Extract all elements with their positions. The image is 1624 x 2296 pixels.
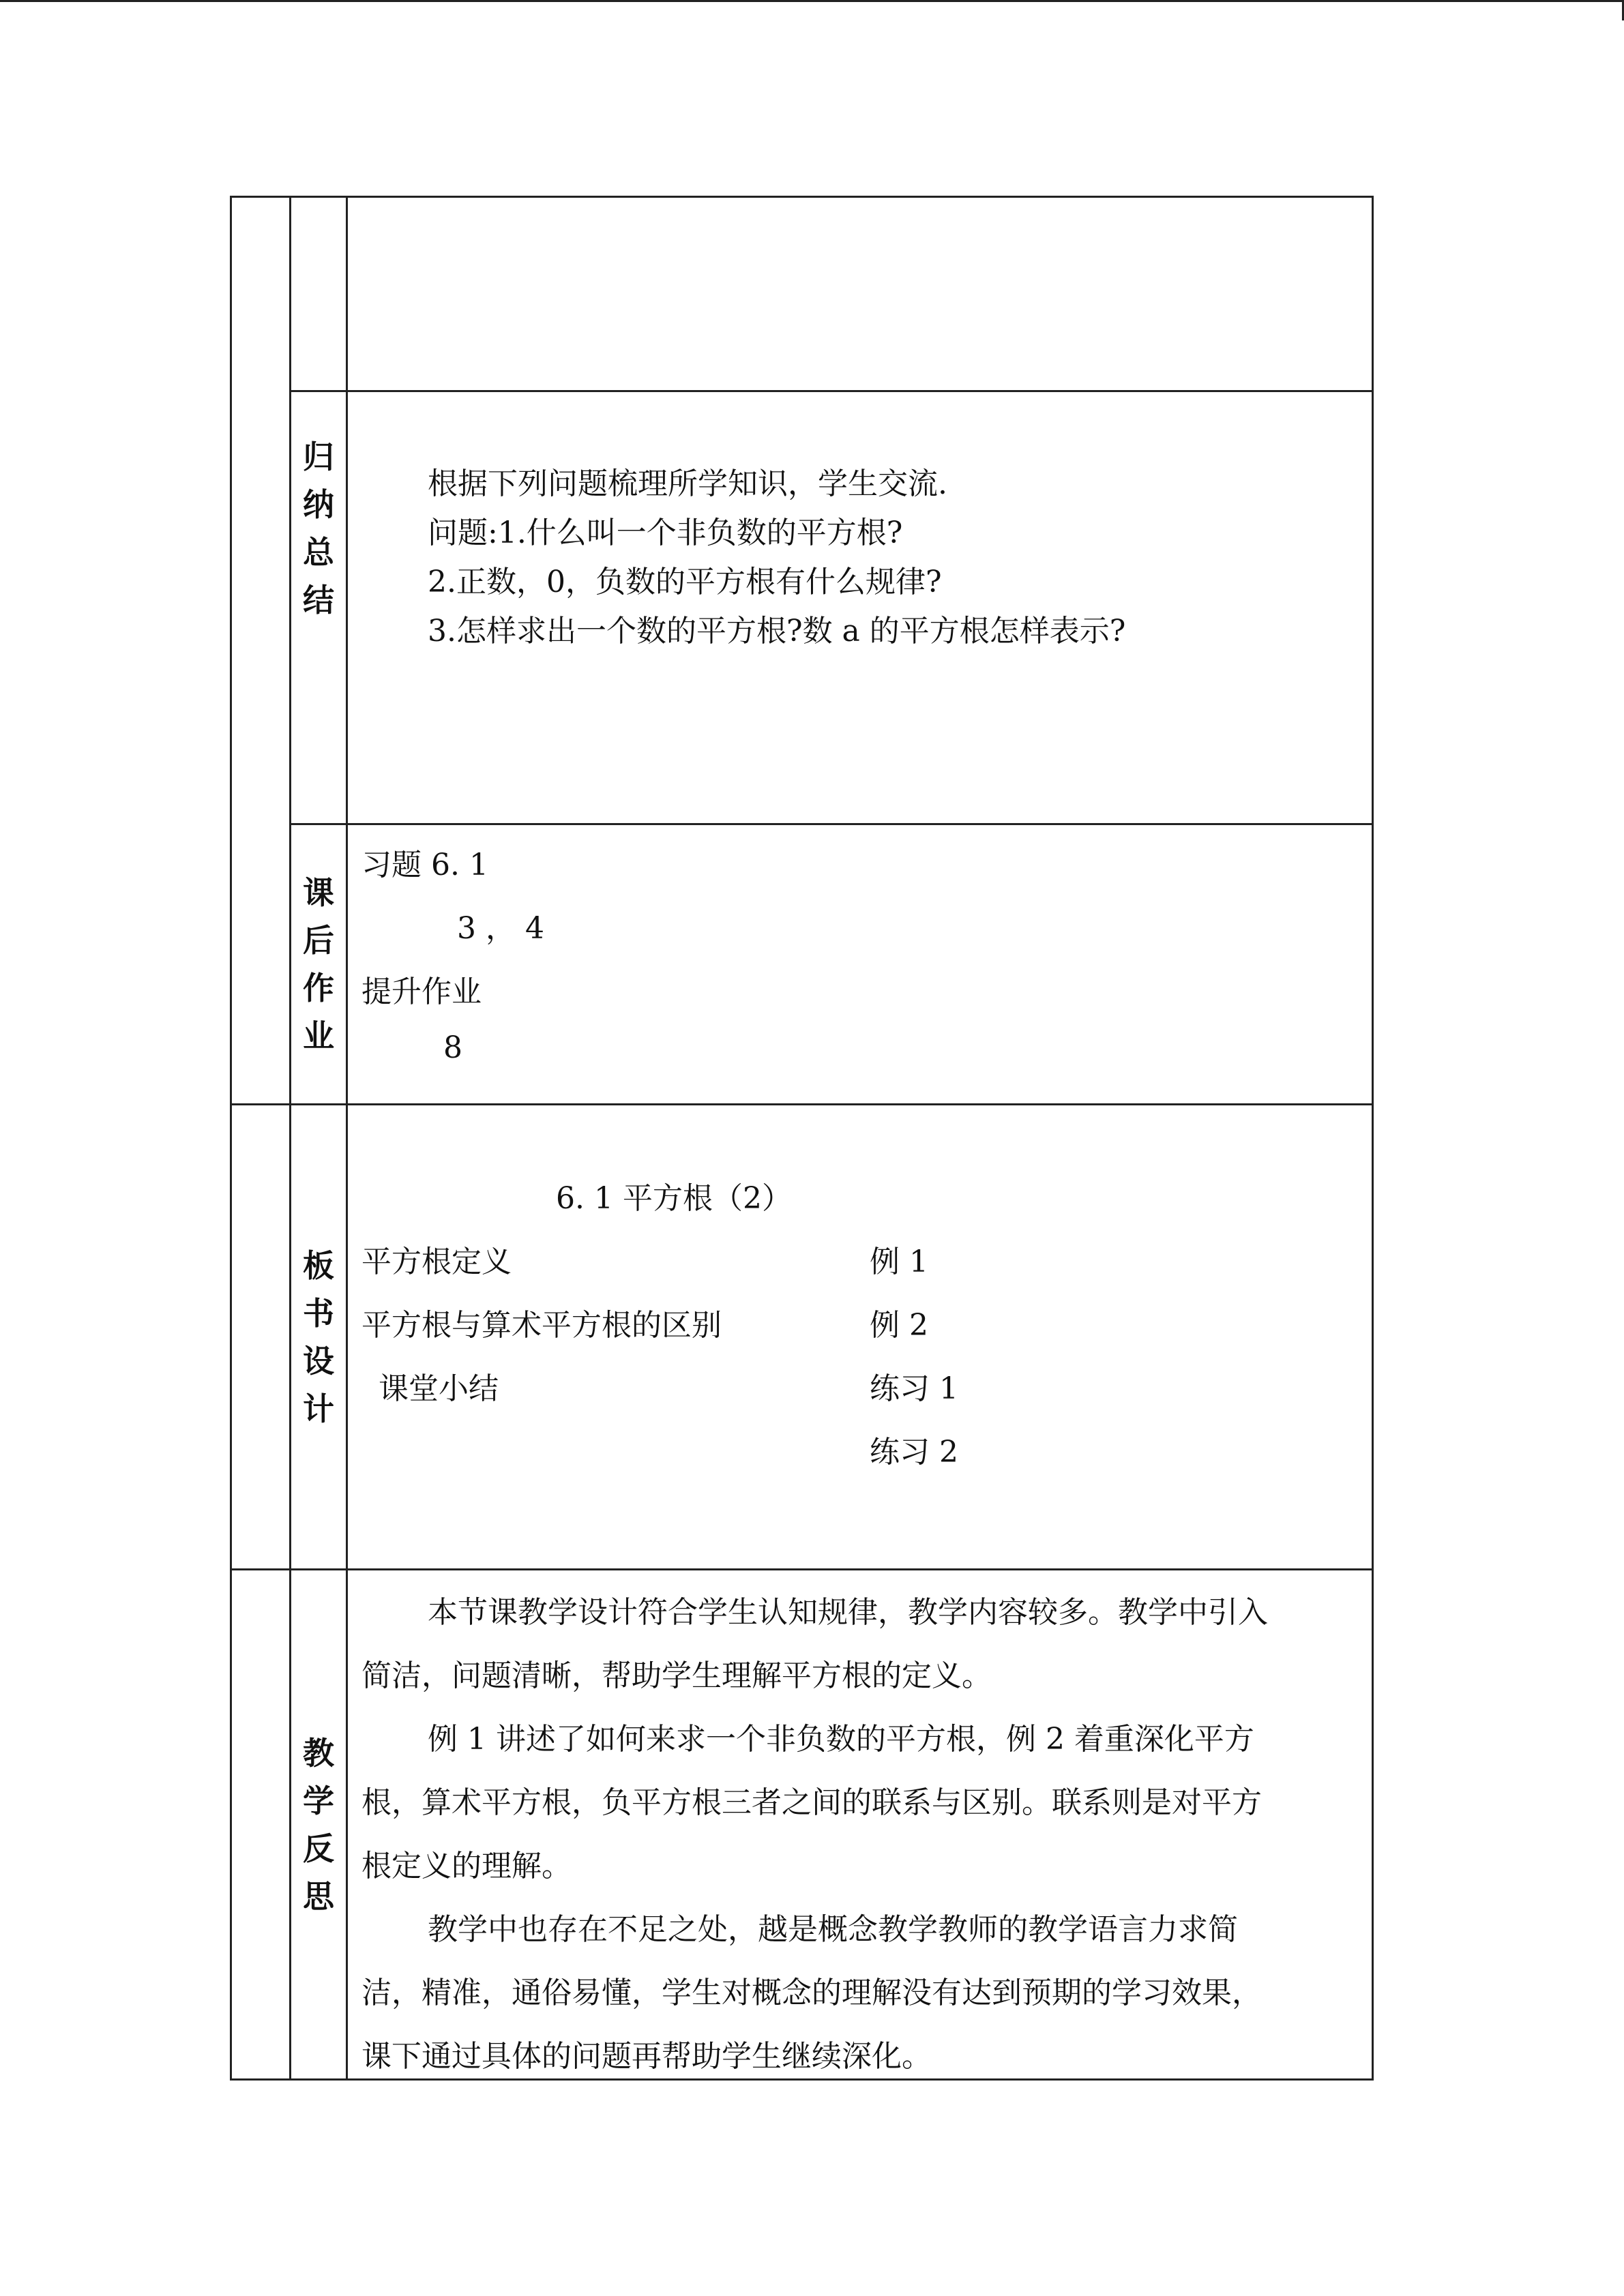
lesson-table <box>230 196 1374 2081</box>
board-title: 6. 1 平方根（2） <box>556 1181 792 1216</box>
reflection-content <box>348 1570 1372 2078</box>
label-char: 作 <box>303 970 334 1007</box>
reflection-line-5: 根定义的理解。 <box>361 1849 572 1883</box>
label-char: 课 <box>303 874 334 911</box>
label-char: 学 <box>303 1782 334 1819</box>
homework-line-3: 提升作业 <box>361 974 482 1009</box>
reflection-line-3: 例 1 讲述了如何来求一个非负数的平方根，例 2 着重深化平方 <box>428 1722 1254 1757</box>
homework-line-4: 8 <box>443 1030 462 1065</box>
label-char: 计 <box>303 1390 334 1427</box>
reflection-line-1: 本节课教学设计符合学生认知规律，教学内容较多。教学中引入 <box>428 1595 1268 1630</box>
board-left-3: 课堂小结 <box>379 1371 499 1406</box>
homework-content <box>348 825 1372 1103</box>
label-char: 板 <box>303 1247 334 1284</box>
label-char: 业 <box>303 1017 334 1054</box>
label-char: 设 <box>303 1342 334 1380</box>
label-char: 教 <box>303 1734 334 1772</box>
summary-label <box>291 392 346 823</box>
reflection-line-8: 课下通过具体的问题再帮助学生继续深化。 <box>361 2039 932 2074</box>
board-right-1: 例 1 <box>870 1244 928 1279</box>
reflection-line-7: 洁，精准，通俗易懂，学生对概念的理解没有达到预期的学习效果， <box>361 1976 1262 2010</box>
summary-question-2: 2.正数，0，负数的平方根有什么规律? <box>428 565 942 599</box>
label-char: 思 <box>303 1877 334 1915</box>
board-left-2: 平方根与算术平方根的区别 <box>361 1308 722 1343</box>
homework-line-2: 3 ， 4 <box>457 911 544 946</box>
summary-question-1: 问题:1.什么叫一个非负数的平方根? <box>428 516 903 550</box>
board-content <box>348 1105 1372 1568</box>
label-char: 后 <box>303 922 334 959</box>
board-right-3: 练习 1 <box>870 1371 958 1406</box>
board-right-4: 练习 2 <box>870 1435 958 1470</box>
reflection-line-4: 根，算术平方根，负平方根三者之间的联系与区别。联系则是对平方 <box>361 1785 1262 1820</box>
top-border <box>0 0 1624 2</box>
label-char: 归 <box>303 438 334 475</box>
board-right-2: 例 2 <box>870 1308 928 1343</box>
homework-line-1: 习题 6. 1 <box>361 848 488 882</box>
homework-label <box>291 825 346 1103</box>
summary-content <box>348 392 1372 823</box>
label-char: 反 <box>303 1830 334 1867</box>
board-label <box>291 1105 346 1568</box>
board-left-1: 平方根定义 <box>361 1244 512 1279</box>
summary-intro: 根据下列问题梳理所学知识，学生交流. <box>428 466 947 501</box>
reflection-line-2: 简洁，问题清晰，帮助学生理解平方根的定义。 <box>361 1658 992 1693</box>
reflection-line-6: 教学中也存在不足之处，越是概念教学教师的教学语言力求简 <box>428 1912 1238 1947</box>
label-char: 纳 <box>303 486 334 523</box>
reflection-label <box>291 1570 346 2078</box>
summary-question-3: 3.怎样求出一个数的平方根?数 a 的平方根怎样表示? <box>428 614 1126 648</box>
label-char: 结 <box>303 582 334 618</box>
label-char: 书 <box>303 1294 334 1332</box>
label-char: 总 <box>303 534 334 571</box>
